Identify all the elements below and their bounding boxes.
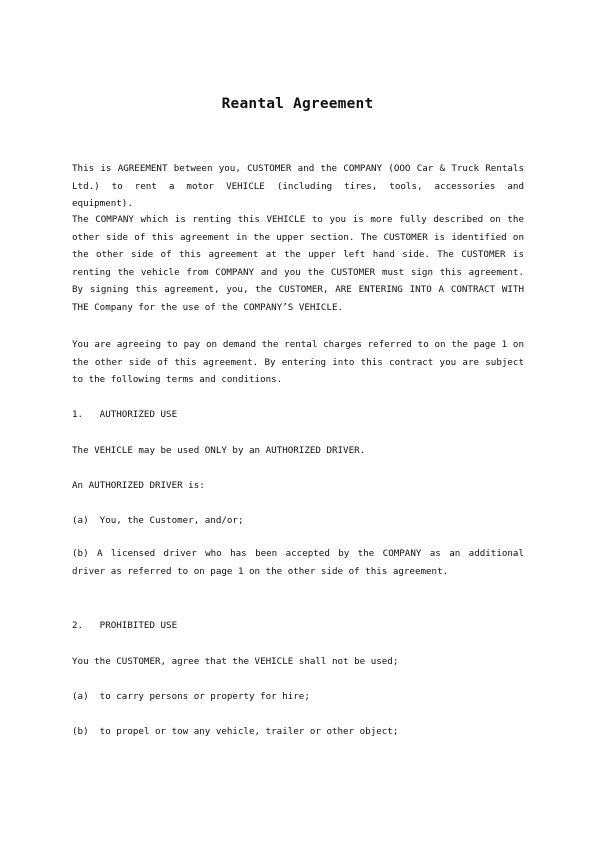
section-2-item-b: (b) to propel or tow any vehicle, trailer or other object; [72, 726, 399, 737]
section-1-item-a: (a) You, the Customer, and/or; [72, 515, 244, 526]
section-1-heading: 1. AUTHORIZED USE [72, 409, 178, 420]
intro-paragraph: This is AGREEMENT between you, CUSTOMER and the COMPANY (OOO Car & Truck Rentals Ltd.) to rent a motor VEHICLE (including tires, tools, accessories and equipment). [72, 163, 524, 209]
section-2-line-1: You the CUSTOMER, agree that the VEHICLE shall not be used; [72, 656, 399, 667]
section-1-line-1: The VEHICLE may be used ONLY by an AUTHORIZED DRIVER. [72, 445, 366, 456]
payment-paragraph: You are agreeing to pay on demand the rental charges referred to on the page 1 on the other side of this agreement. By entering into this contract you are subject to the following terms and conditions. [72, 339, 524, 385]
section-2-heading: 2. PROHIBITED USE [72, 620, 178, 631]
document-title: Reantal Agreement [221, 96, 374, 112]
section-1-line-2: An AUTHORIZED DRIVER is: [72, 480, 205, 491]
company-paragraph: The COMPANY which is renting this VEHICLE to you is more fully described on the other side of this agreement in the upper section. The CUSTOMER is identified on the other side of this agreement at the upper left hand side. The CUSTOMER is renting the vehicle from COMPANY and you the CUSTOMER must sign this agreement. By signing this agreement, you, the CUSTOMER, ARE ENTERING INTO A CONTRACT WITH THE Company for the use of the COMPANY’S VEHICLE. [72, 214, 524, 313]
section-1-item-b: (b) A licensed driver who has been accepted by the COMPANY as an additional driver as referred to on page 1 on the other side of this agreement. [72, 548, 524, 577]
section-2-item-a: (a) to carry persons or property for hire; [72, 691, 310, 702]
